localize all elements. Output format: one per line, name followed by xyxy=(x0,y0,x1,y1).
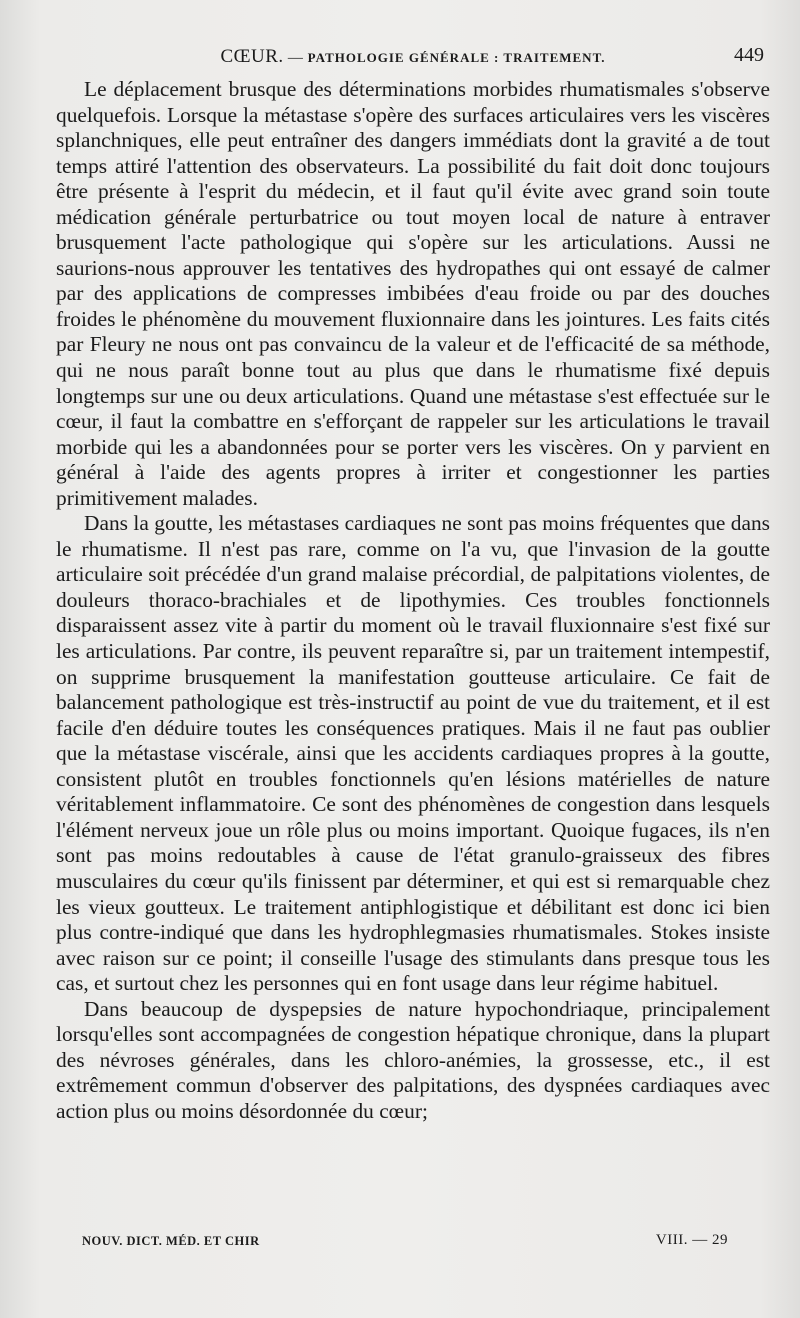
body-text xyxy=(56,77,770,1124)
running-title-sub: PATHOLOGIE GÉNÉRALE : TRAITEMENT. xyxy=(307,50,606,65)
running-title xyxy=(56,46,770,68)
paragraph-3: Dans beaucoup de dyspepsies de nature hypochondriaque, principalement lorsqu'elles sont accompagnées de congestion hépatique chronique, dans la plupart des névroses générales, dans les chloro-anémies, la grossesse, etc., il est extrêmement commun d'observer des palpitations, des dyspnées cardiaques avec action plus ou moins désordonnée du cœur; xyxy=(56,996,770,1123)
paragraph-2: Dans la goutte, les métastases cardiaques ne sont pas moins fréquentes que dans le rhumatisme. Il n'est pas rare, comme on l'a vu, que l'invasion de la goutte articulaire soit précédée d'un grand malaise précordial, de palpitations violentes, de douleurs thoraco-brachiales et de lipothymies. Ces troubles fonctionnels disparaissent assez vite à partir du moment où le travail fluxionnaire s'est fixé sur les articulations. Par contre, ils peuvent reparaître si, par un traitement intempestif, on supprime brusquement la manifestation goutteuse articulaire. Ce fait de balancement pathologique est très-instructif au point de vue du traitement, et il est facile d'en déduire toutes les conséquences pratiques. Mais il ne faut pas oublier que la métastase viscérale, ainsi que les accidents cardiaques propres à la goutte, consistent plutôt en troubles fonctionnels qu'en lésions matérielles de nature véritablement inflammatoire. Ce sont des phénomènes de congestion dans lesquels l'élément nerveux joue un rôle plus ou moins important. Quoique fugaces, ils n'en sont pas moins redoutables à cause de l'état granulo-graisseux des fibres musculaires du cœur qu'ils finissent par déterminer, et qui est si remarquable chez les vieux goutteux. Le traitement antiphlogistique et débilitant est donc ici bien plus contre-indiqué que dans les hydrophlegmasies rhumatismales. Stokes insiste avec raison sur ce point; il conseille l'usage des stimulants dans presque tous les cas, et surtout chez les personnes qui en font usage dans leur régime habituel. xyxy=(56,511,770,996)
footer-volume-sheet: VIII. — 29 xyxy=(655,1232,728,1248)
running-title-main: CŒUR. xyxy=(220,46,284,67)
page-footer xyxy=(82,1232,728,1256)
running-title-dash: — xyxy=(287,50,304,66)
running-head xyxy=(56,40,770,76)
page-number: 449 xyxy=(734,44,764,66)
paragraph-1: Le déplacement brusque des déterminations morbides rhumatismales s'observe quelquefois. Lorsque la métastase s'opère des surfaces articulaires vers les viscères splanchniques, elle peut entraîner des dangers immédiats dont la gravité a de tout temps attiré l'attention des observateurs. La possibilité du fait doit donc toujours être présente à l'esprit du médecin, et il faut qu'il évite avec grand soin toute médication générale perturbatrice ou tout moyen local de nature à entraver brusquement l'acte pathologique qui s'opère sur les articulations. Aussi ne saurions-nous approuver les tentatives des hydropathes qui ont essayé de calmer par des applications de compresses imbibées d'eau froide ou par des douches froides le phénomène du mouvement fluxionnaire dans les jointures. Les faits cités par Fleury ne nous ont pas convaincu de la valeur et de l'efficacité de sa méthode, qui ne nous paraît bonne tout au plus que dans le rhumatisme fixé depuis longtemps sur une ou deux articulations. Quand une métastase s'est effectuée sur le cœur, il faut la combattre en s'efforçant de rappeler sur les articulations le travail morbide qui les a abandonnées pour se porter vers les viscères. On y parvient en général à l'aide des agents propres à irriter et congestionner les parties primitivement malades. xyxy=(56,77,770,510)
footer-signature: NOUV. DICT. MÉD. ET CHIR xyxy=(82,1234,260,1248)
